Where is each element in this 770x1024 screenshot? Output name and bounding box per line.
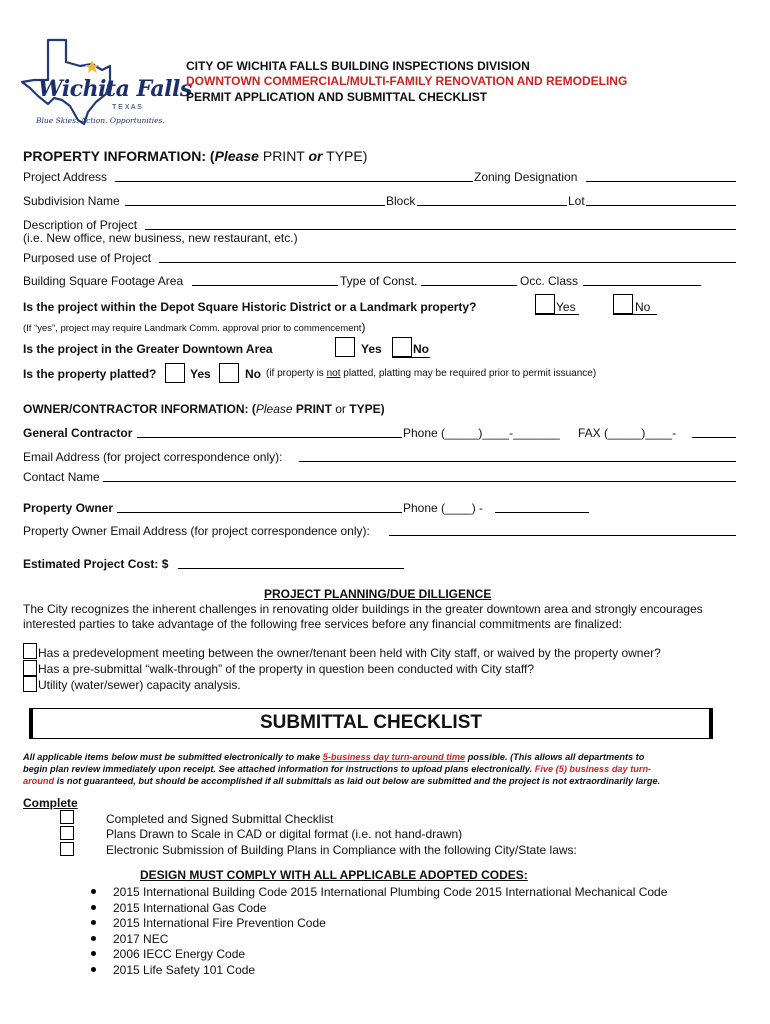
property-heading: PROPERTY INFORMATION: (Please PRINT or TYPE) [23,148,368,164]
purposed-use-field[interactable] [159,262,736,263]
turnaround-link[interactable]: 5-business day turn-around time [322,752,466,762]
downtown-yes-checkbox[interactable] [335,337,355,357]
header-line-1: CITY OF WICHITA FALLS BUILDING INSPECTIONS DIVISION [186,59,530,73]
historic-note: (If “yes”, project may require Landmark Comm. approval prior to commencement) [23,320,366,334]
checklist-item-2: Plans Drawn to Scale in CAD or digital format (i.e. not hand-drawn) [106,827,463,841]
planning-checkbox-1[interactable] [23,643,37,659]
checklist-title-box [29,708,713,739]
block-field[interactable] [417,205,567,206]
historic-no-checkbox[interactable] [613,294,633,314]
header-line-3: PERMIT APPLICATION AND SUBMITTAL CHECKLIST [186,90,488,104]
property-owner-field[interactable] [117,512,402,513]
historic-question: Is the project within the Depot Square Historic District or a Landmark property? [23,300,477,314]
downtown-no-checkbox[interactable] [392,337,412,357]
platted-no-checkbox[interactable] [219,363,239,383]
platted-yes-checkbox[interactable] [165,363,185,383]
code-item-1: 2015 International Building Code 2015 International Plumbing Code 2015 International Mechanical Code [113,885,668,899]
project-address-field[interactable] [115,181,473,182]
code-bullet-4 [91,936,96,941]
checklist-checkbox-1[interactable] [60,810,74,824]
purposed-use-label: Purposed use of Project [23,251,152,265]
lot-field[interactable] [586,205,736,206]
city-logo [18,36,192,128]
downtown-no-label: No [413,342,429,356]
subdivision-label: Subdivision Name [23,194,120,208]
logo-name: Wichita Falls [38,76,192,102]
historic-yes-checkbox[interactable] [535,294,555,314]
downtown-yes-label: Yes [361,342,382,356]
checklist-title: SUBMITTAL CHECKLIST [259,712,482,733]
gc-fax-field[interactable] [692,437,736,438]
owner-heading: OWNER/CONTRACTOR INFORMATION: (Please PRINT or TYPE) [23,402,385,416]
estimated-cost-label: Estimated Project Cost: $ [23,557,169,571]
planning-item-1: Has a predevelopment meeting between the owner/tenant been held with City staff, or waived by the property owner? [38,646,661,660]
checklist-checkbox-3[interactable] [60,842,74,856]
estimated-cost-field[interactable] [178,568,404,569]
checklist-item-1: Completed and Signed Submittal Checklist [106,812,334,826]
code-bullet-2 [91,905,96,910]
platted-yes-label: Yes [190,367,211,381]
complete-label: Complete [23,796,78,810]
planning-heading: PROJECT PLANNING/DUE DILLIGENCE [264,587,492,601]
description-hint: (i.e. New office, new business, new restaurant, etc.) [23,231,298,245]
description-field[interactable] [145,229,736,230]
sq-footage-field[interactable] [192,285,338,286]
planning-intro-1: The City recognizes the inherent challenges in renovating older buildings in the greater downtown area and strongly encourages [23,602,703,616]
contact-label: Contact Name [23,470,100,484]
code-bullet-1 [91,889,96,894]
checklist-checkbox-2[interactable] [60,826,74,840]
owner-email-label: Property Owner Email Address (for project correspondence only): [23,524,370,538]
downtown-underline [392,357,430,358]
general-contractor-field[interactable] [137,437,402,438]
checklist-item-3: Electronic Submission of Building Plans in Compliance with the following City/State laws: [106,843,577,857]
block-label: Block [386,194,416,208]
email-label: Email Address (for project correspondence only): [23,450,283,464]
logo-state: T E X A S [112,104,142,111]
code-bullet-6 [91,967,96,972]
occ-class-label: Occ. Class [520,274,579,288]
header-line-2: DOWNTOWN COMMERCIAL/MULTI-FAMILY RENOVATION AND REMODELING [186,74,628,88]
platted-question: Is the property platted? [23,367,157,381]
zoning-label: Zoning Designation [474,170,578,184]
gc-fax-label[interactable]: FAX (_____)____- [578,426,677,440]
gc-phone-label[interactable]: Phone (_____)____-_______ [403,426,560,440]
code-bullet-5 [91,951,96,956]
code-item-4: 2017 NEC [113,932,169,946]
logo-tagline: Blue Skies. Action. Opportunities. [36,116,165,125]
code-item-5: 2006 IECC Energy Code [113,947,246,961]
historic-yes-label: Yes [556,300,576,314]
owner-email-field[interactable] [389,535,736,536]
subdivision-field[interactable] [125,205,385,206]
email-field[interactable] [299,461,736,462]
description-label: Description of Project [23,218,138,232]
code-item-2: 2015 International Gas Code [113,901,267,915]
checklist-note: All applicable items below must be submitted electronically to make 5-business day turn-around time possible. (This allows all departments to begin plan review immediately upon receipt. See attached information for instructions to upload plans electronically. Five (5) business day turn- around is not guaranteed, but should be accomplished if all submittals as laid out below are submitted and the project is not extraordinarily large. [23,752,661,786]
code-bullet-3 [91,920,96,925]
planning-checkbox-2[interactable] [23,660,37,676]
sq-footage-label: Building Square Footage Area [23,274,184,288]
code-item-6: 2015 Life Safety 101 Code [113,963,256,977]
general-contractor-label: General Contractor [23,426,133,440]
type-const-field[interactable] [421,285,517,286]
type-const-label: Type of Const. [340,274,418,288]
project-address-label: Project Address [23,170,108,184]
platted-no-label: No [245,367,261,381]
planning-item-2: Has a pre-submittal “walk-through” of the property in question been conducted with City staff? [38,662,535,676]
occ-class-field[interactable] [583,285,701,286]
po-phone-field[interactable] [495,512,589,513]
contact-field[interactable] [103,481,736,482]
planning-intro-2: interested parties to take advantage of the following free services before any financial commitments are finalized: [23,617,622,631]
historic-yes-underline [535,314,579,315]
code-item-3: 2015 International Fire Prevention Code [113,916,326,930]
platted-note: (if property is not platted, platting may be required prior to permit issuance) [266,368,597,379]
po-phone-label[interactable]: Phone (____) - [403,501,484,515]
downtown-question: Is the project in the Greater Downtown Area [23,342,273,356]
historic-no-label: No [635,300,651,314]
zoning-field[interactable] [586,181,736,182]
lot-label: Lot [568,194,585,208]
codes-heading: DESIGN MUST COMPLY WITH ALL APPLICABLE ADOPTED CODES: [140,868,528,882]
planning-checkbox-3[interactable] [23,676,37,692]
planning-item-3: Utility (water/sewer) capacity analysis. [38,678,241,692]
property-owner-label: Property Owner [23,501,114,515]
historic-no-underline [613,314,657,315]
